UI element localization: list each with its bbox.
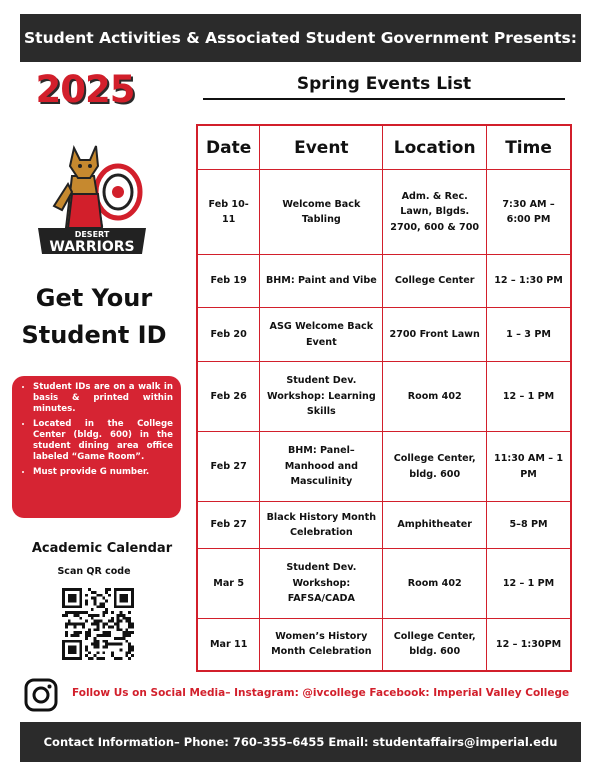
- year-heading: 2025: [35, 68, 135, 111]
- event-location: Room 402: [383, 549, 487, 619]
- column-header-location: Location: [383, 125, 487, 170]
- event-name: Student Dev. Workshop: Learning Skills: [260, 362, 383, 432]
- student-id-bullet: • Must provide G number.: [33, 467, 173, 478]
- student-id-info-box: [12, 376, 181, 518]
- event-name: Student Dev. Workshop: FAFSA/CADA: [260, 549, 383, 619]
- instagram-icon[interactable]: [24, 678, 58, 712]
- events-list-title-text: Spring Events List: [296, 74, 472, 94]
- event-time: 12 – 1 PM: [487, 362, 571, 432]
- table-row: [197, 619, 571, 671]
- student-id-bullets: [20, 382, 173, 478]
- logo-wordmark-top: DESERT: [74, 230, 110, 239]
- academic-calendar-title: Academic Calendar: [31, 541, 173, 556]
- event-date: Feb 20: [197, 308, 260, 362]
- event-name: BHM: Paint and Vibe: [260, 255, 383, 308]
- column-header-event: Event: [260, 125, 383, 170]
- event-name: Women’s History Month Celebration: [260, 619, 383, 671]
- event-location: Room 402: [383, 362, 487, 432]
- header-title: Student Activities & Associated Student Government Presents:: [24, 29, 577, 47]
- event-location: College Center, bldg. 600: [383, 619, 487, 671]
- column-header-time: Time: [487, 125, 571, 170]
- event-date: Feb 19: [197, 255, 260, 308]
- student-id-heading-line1: Get Your: [35, 284, 153, 312]
- qr-code-icon[interactable]: [62, 588, 134, 660]
- student-id-heading-line2: Student ID: [21, 321, 167, 349]
- event-time: 11:30 AM – 1 PM: [487, 432, 571, 502]
- event-time: 12 – 1 PM: [487, 549, 571, 619]
- events-list-title: [203, 74, 565, 100]
- event-date: Feb 26: [197, 362, 260, 432]
- event-time: 1 – 3 PM: [487, 308, 571, 362]
- event-date: Mar 11: [197, 619, 260, 671]
- student-id-heading: [14, 280, 174, 354]
- event-date: Feb 27: [197, 502, 260, 549]
- event-time: 7:30 AM – 6:00 PM: [487, 170, 571, 255]
- event-time: 12 – 1:30PM: [487, 619, 571, 671]
- student-id-bullet: • Student IDs are on a walk in basis & printed within minutes.: [33, 382, 173, 415]
- logo-wordmark-bottom: WARRIORS: [49, 239, 135, 255]
- event-location: Amphitheater: [383, 502, 487, 549]
- student-id-bullet: • Located in the College Center (bldg. 600) in the student dining area office labeled “Game Room”.: [33, 419, 173, 463]
- table-row: [197, 432, 571, 502]
- desert-warriors-logo-icon: [32, 136, 152, 268]
- table-header-row: [197, 125, 571, 170]
- event-date: Mar 5: [197, 549, 260, 619]
- footer-banner: [20, 722, 581, 762]
- event-date: Feb 10-11: [197, 170, 260, 255]
- event-name: Black History Month Celebration: [260, 502, 383, 549]
- event-name: BHM: Panel– Manhood and Masculinity: [260, 432, 383, 502]
- table-row: [197, 170, 571, 255]
- event-time: 5–8 PM: [487, 502, 571, 549]
- table-row: [197, 308, 571, 362]
- table-row: [197, 502, 571, 549]
- event-time: 12 – 1:30 PM: [487, 255, 571, 308]
- event-location: Adm. & Rec. Lawn, Blgds. 2700, 600 & 700: [383, 170, 487, 255]
- event-name: ASG Welcome Back Event: [260, 308, 383, 362]
- table-row: [197, 549, 571, 619]
- column-header-date: Date: [197, 125, 260, 170]
- academic-calendar-subtitle: Scan QR code: [57, 566, 131, 577]
- event-location: College Center, bldg. 600: [383, 432, 487, 502]
- contact-information: Contact Information– Phone: 760–355–6455 Email: studentaffairs@imperial.edu: [43, 735, 558, 749]
- social-media-line: Follow Us on Social Media– Instagram: @ivcollege Facebook: Imperial Valley College: [72, 687, 570, 699]
- header-banner: [20, 14, 581, 62]
- event-location: College Center: [383, 255, 487, 308]
- event-date: Feb 27: [197, 432, 260, 502]
- table-row: [197, 255, 571, 308]
- table-row: [197, 362, 571, 432]
- event-name: Welcome Back Tabling: [260, 170, 383, 255]
- event-location: 2700 Front Lawn: [383, 308, 487, 362]
- events-table: [196, 124, 572, 672]
